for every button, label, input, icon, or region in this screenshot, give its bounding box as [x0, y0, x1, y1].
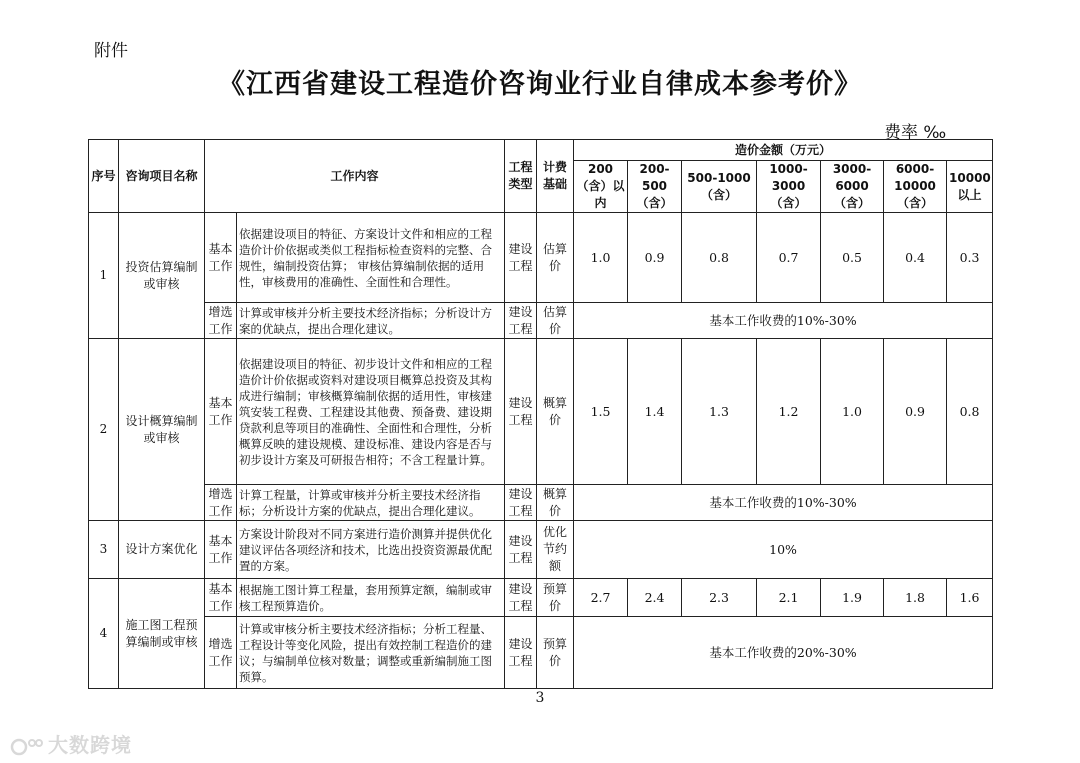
- rate-cell: 2.7: [574, 579, 628, 617]
- work-basis: 预算价: [537, 617, 574, 689]
- work-desc: 依据建设项目的特征、初步设计文件和相应的工程造价计价依据或资料对建设项目概算总投资及其构成进行编制；审核概算编制依据的适用性，审核建筑安装工程费、工程建设其他费、预备费、建设期贷款利息等项目的准确性、全面性和合理性，分析概算反映的建设规模、建设标准、建设内容是否与初步设计方案及可研报告相符；不含工程量计算。: [237, 339, 505, 485]
- header-amount: 造价金额（万元）: [574, 140, 993, 161]
- table-row: [89, 339, 993, 485]
- work-desc: 根据施工图计算工程量，套用预算定额，编制或审核工程预算造价。: [237, 579, 505, 617]
- table-row: [89, 303, 993, 339]
- work-desc: 计算工程量，计算或审核并分析主要技术经济指标；分析设计方案的优缺点，提出合理化建议。: [237, 485, 505, 521]
- header-range: 1000-3000（含）: [757, 161, 821, 213]
- work-desc: 依据建设项目的特征、方案设计文件和相应的工程造价计价依据或类似工程指标检查资料的完整、合规性，编制投资估算； 审核估算编制依据的适用性，审核费用的准确性、全面性和合理性。: [237, 213, 505, 303]
- work-basis: 估算价: [537, 213, 574, 303]
- merged-rate-cell: 10%: [574, 521, 993, 579]
- header-range: 3000-6000（含）: [821, 161, 884, 213]
- work-basis: 优化节约额: [537, 521, 574, 579]
- work-type: 建设工程: [505, 579, 537, 617]
- table-row: [89, 579, 993, 617]
- rate-unit-label: 费率 ‰: [884, 123, 947, 143]
- work-kind: 增选工作: [205, 303, 237, 339]
- rate-cell: 1.0: [574, 213, 628, 303]
- watermark: [10, 729, 132, 758]
- work-type: 建设工程: [505, 617, 537, 689]
- rate-cell: 0.8: [947, 339, 993, 485]
- work-type: 建设工程: [505, 303, 537, 339]
- header-type: 工程类型: [505, 140, 537, 213]
- work-kind: 基本工作: [205, 213, 237, 303]
- work-basis: 预算价: [537, 579, 574, 617]
- rate-cell: 0.3: [947, 213, 993, 303]
- rate-cell: 2.4: [628, 579, 682, 617]
- work-type: 建设工程: [505, 339, 537, 485]
- page-number: 3: [535, 690, 545, 706]
- header-name: 咨询项目名称: [119, 140, 205, 213]
- rate-cell: 0.8: [682, 213, 757, 303]
- work-desc: 计算或审核并分析主要技术经济指标；分析设计方案的优缺点，提出合理化建议。: [237, 303, 505, 339]
- document-title: 《江西省建设工程造价咨询业行业自律成本参考价》: [218, 69, 862, 100]
- row-name: 施工图工程预算编制或审核: [119, 579, 205, 689]
- work-kind: 基本工作: [205, 339, 237, 485]
- work-kind: 基本工作: [205, 521, 237, 579]
- merged-rate-cell: 基本工作收费的10%-30%: [574, 303, 993, 339]
- table-row: [89, 521, 993, 579]
- header-range: 6000-10000（含）: [884, 161, 947, 213]
- work-type: 建设工程: [505, 521, 537, 579]
- rate-cell: 1.9: [821, 579, 884, 617]
- row-name: 设计方案优化: [119, 521, 205, 579]
- rate-cell: 0.7: [757, 213, 821, 303]
- work-desc: 方案设计阶段对不同方案进行造价测算并提供优化建议评估各项经济和技术，比选出投资资源最优配置的方案。: [237, 521, 505, 579]
- header-content: 工作内容: [205, 140, 505, 213]
- work-desc: 计算或审核分析主要技术经济指标；分析工程量、工程设计等变化风险，提出有效控制工程造价的建议；与编制单位核对数量；调整或重新编制施工图预算。: [237, 617, 505, 689]
- row-name: 设计概算编制或审核: [119, 339, 205, 521]
- merged-rate-cell: 基本工作收费的20%-30%: [574, 617, 993, 689]
- work-basis: 概算价: [537, 485, 574, 521]
- header-range: 10000以上: [947, 161, 993, 213]
- work-kind: 基本工作: [205, 579, 237, 617]
- rate-cell: 1.3: [682, 339, 757, 485]
- rate-cell: 0.9: [628, 213, 682, 303]
- header-range: 500-1000（含）: [682, 161, 757, 213]
- rate-cell: 1.4: [628, 339, 682, 485]
- rate-cell: 1.8: [884, 579, 947, 617]
- rate-cell: 0.9: [884, 339, 947, 485]
- header-range: 200-500（含）: [628, 161, 682, 213]
- merged-rate-cell: 基本工作收费的10%-30%: [574, 485, 993, 521]
- work-kind: 增选工作: [205, 617, 237, 689]
- brand-logo-icon: [10, 736, 44, 758]
- row-seq: 2: [89, 339, 119, 521]
- table-row: [89, 213, 993, 303]
- rate-cell: 1.6: [947, 579, 993, 617]
- watermark-text: 大数跨境: [48, 733, 132, 757]
- rate-cell: 2.1: [757, 579, 821, 617]
- row-name: 投资估算编制或审核: [119, 213, 205, 339]
- rate-cell: 0.5: [821, 213, 884, 303]
- row-seq: 4: [89, 579, 119, 689]
- work-type: 建设工程: [505, 485, 537, 521]
- work-basis: 估算价: [537, 303, 574, 339]
- rate-cell: 1.5: [574, 339, 628, 485]
- row-seq: 3: [89, 521, 119, 579]
- header-range: 200（含）以内: [574, 161, 628, 213]
- rate-cell: 2.3: [682, 579, 757, 617]
- work-basis: 概算价: [537, 339, 574, 485]
- attachment-label: 附件: [94, 41, 128, 61]
- row-seq: 1: [89, 213, 119, 339]
- work-type: 建设工程: [505, 213, 537, 303]
- work-kind: 增选工作: [205, 485, 237, 521]
- rate-cell: 0.4: [884, 213, 947, 303]
- fee-table: [88, 139, 993, 689]
- header-basis: 计费基础: [537, 140, 574, 213]
- rate-cell: 1.0: [821, 339, 884, 485]
- table-row: [89, 485, 993, 521]
- rate-cell: 1.2: [757, 339, 821, 485]
- header-seq: 序号: [89, 140, 119, 213]
- table-row: [89, 617, 993, 689]
